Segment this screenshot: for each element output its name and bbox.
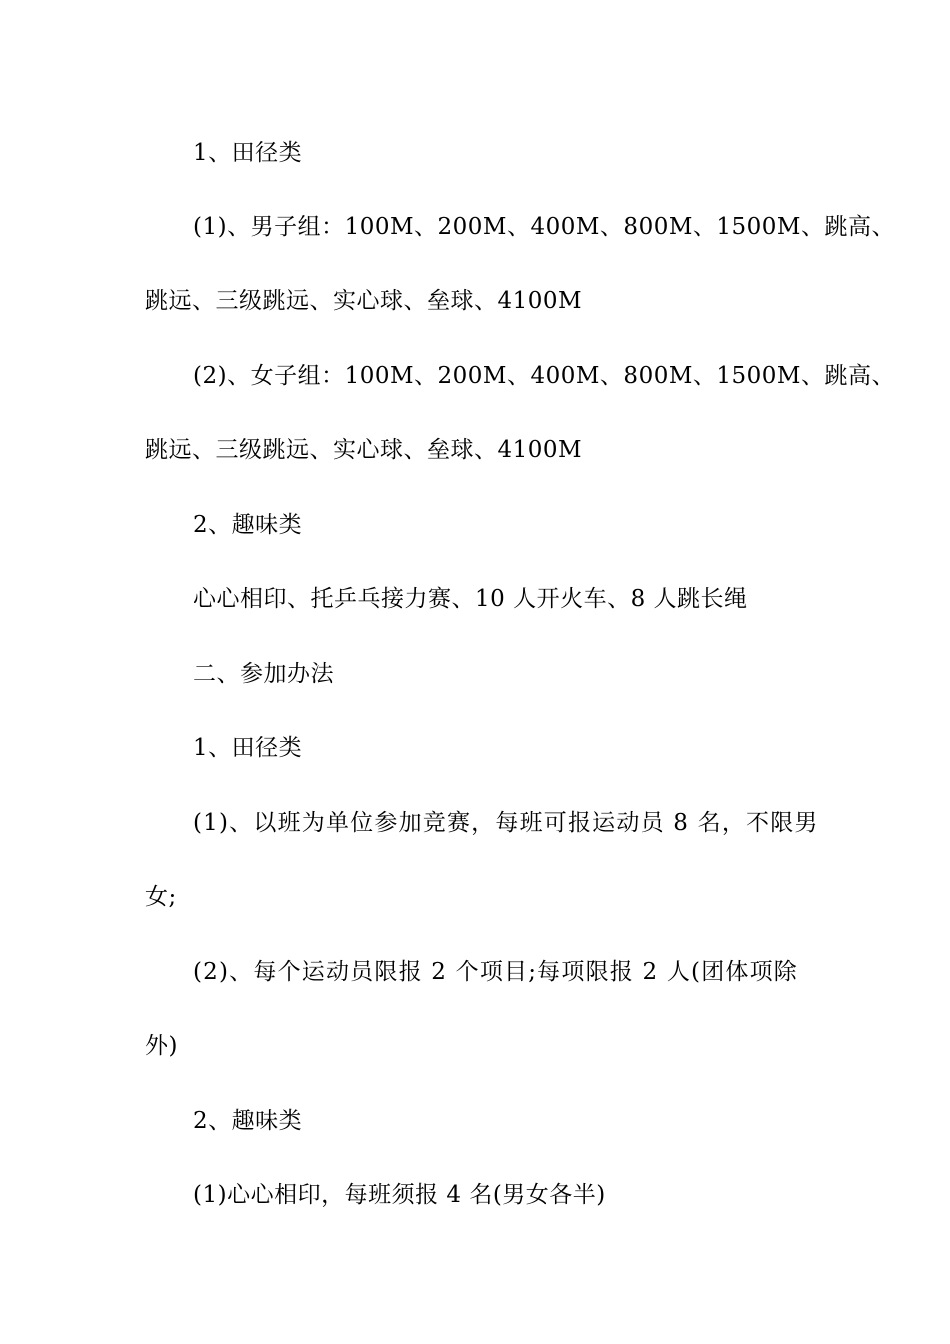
paragraph-class-entry-cont: 女; xyxy=(145,884,177,910)
paragraph-athlete-limit-cont: 外) xyxy=(145,1033,178,1059)
heading-track-field: 1、田径类 xyxy=(193,140,303,166)
paragraph-men-events-cont: 跳远、三级跳远、实心球、垒球、4100M xyxy=(145,288,583,314)
paragraph-men-events: (1)、男子组：100M、200M、400M、800M、1500M、跳高、 xyxy=(193,214,895,240)
heading-fun-events-2: 2、趣味类 xyxy=(193,1108,303,1134)
paragraph-fun-events-list: 心心相印、托乒乓接力赛、10 人开火车、8 人跳长绳 xyxy=(193,586,748,612)
heading-fun-events: 2、趣味类 xyxy=(193,512,303,538)
paragraph-class-entry: (1)、以班为单位参加竞赛，每班可报运动员 8 名，不限男 xyxy=(193,810,819,836)
paragraph-athlete-limit: (2)、每个运动员限报 2 个项目;每项限报 2 人(团体项除 xyxy=(193,959,799,985)
paragraph-heart-to-heart: (1)心心相印，每班须报 4 名(男女各半) xyxy=(193,1182,606,1208)
heading-track-field-2: 1、田径类 xyxy=(193,735,303,761)
heading-participation: 二、参加办法 xyxy=(193,661,334,687)
paragraph-women-events-cont: 跳远、三级跳远、实心球、垒球、4100M xyxy=(145,437,583,463)
paragraph-women-events: (2)、女子组：100M、200M、400M、800M、1500M、跳高、 xyxy=(193,363,895,389)
